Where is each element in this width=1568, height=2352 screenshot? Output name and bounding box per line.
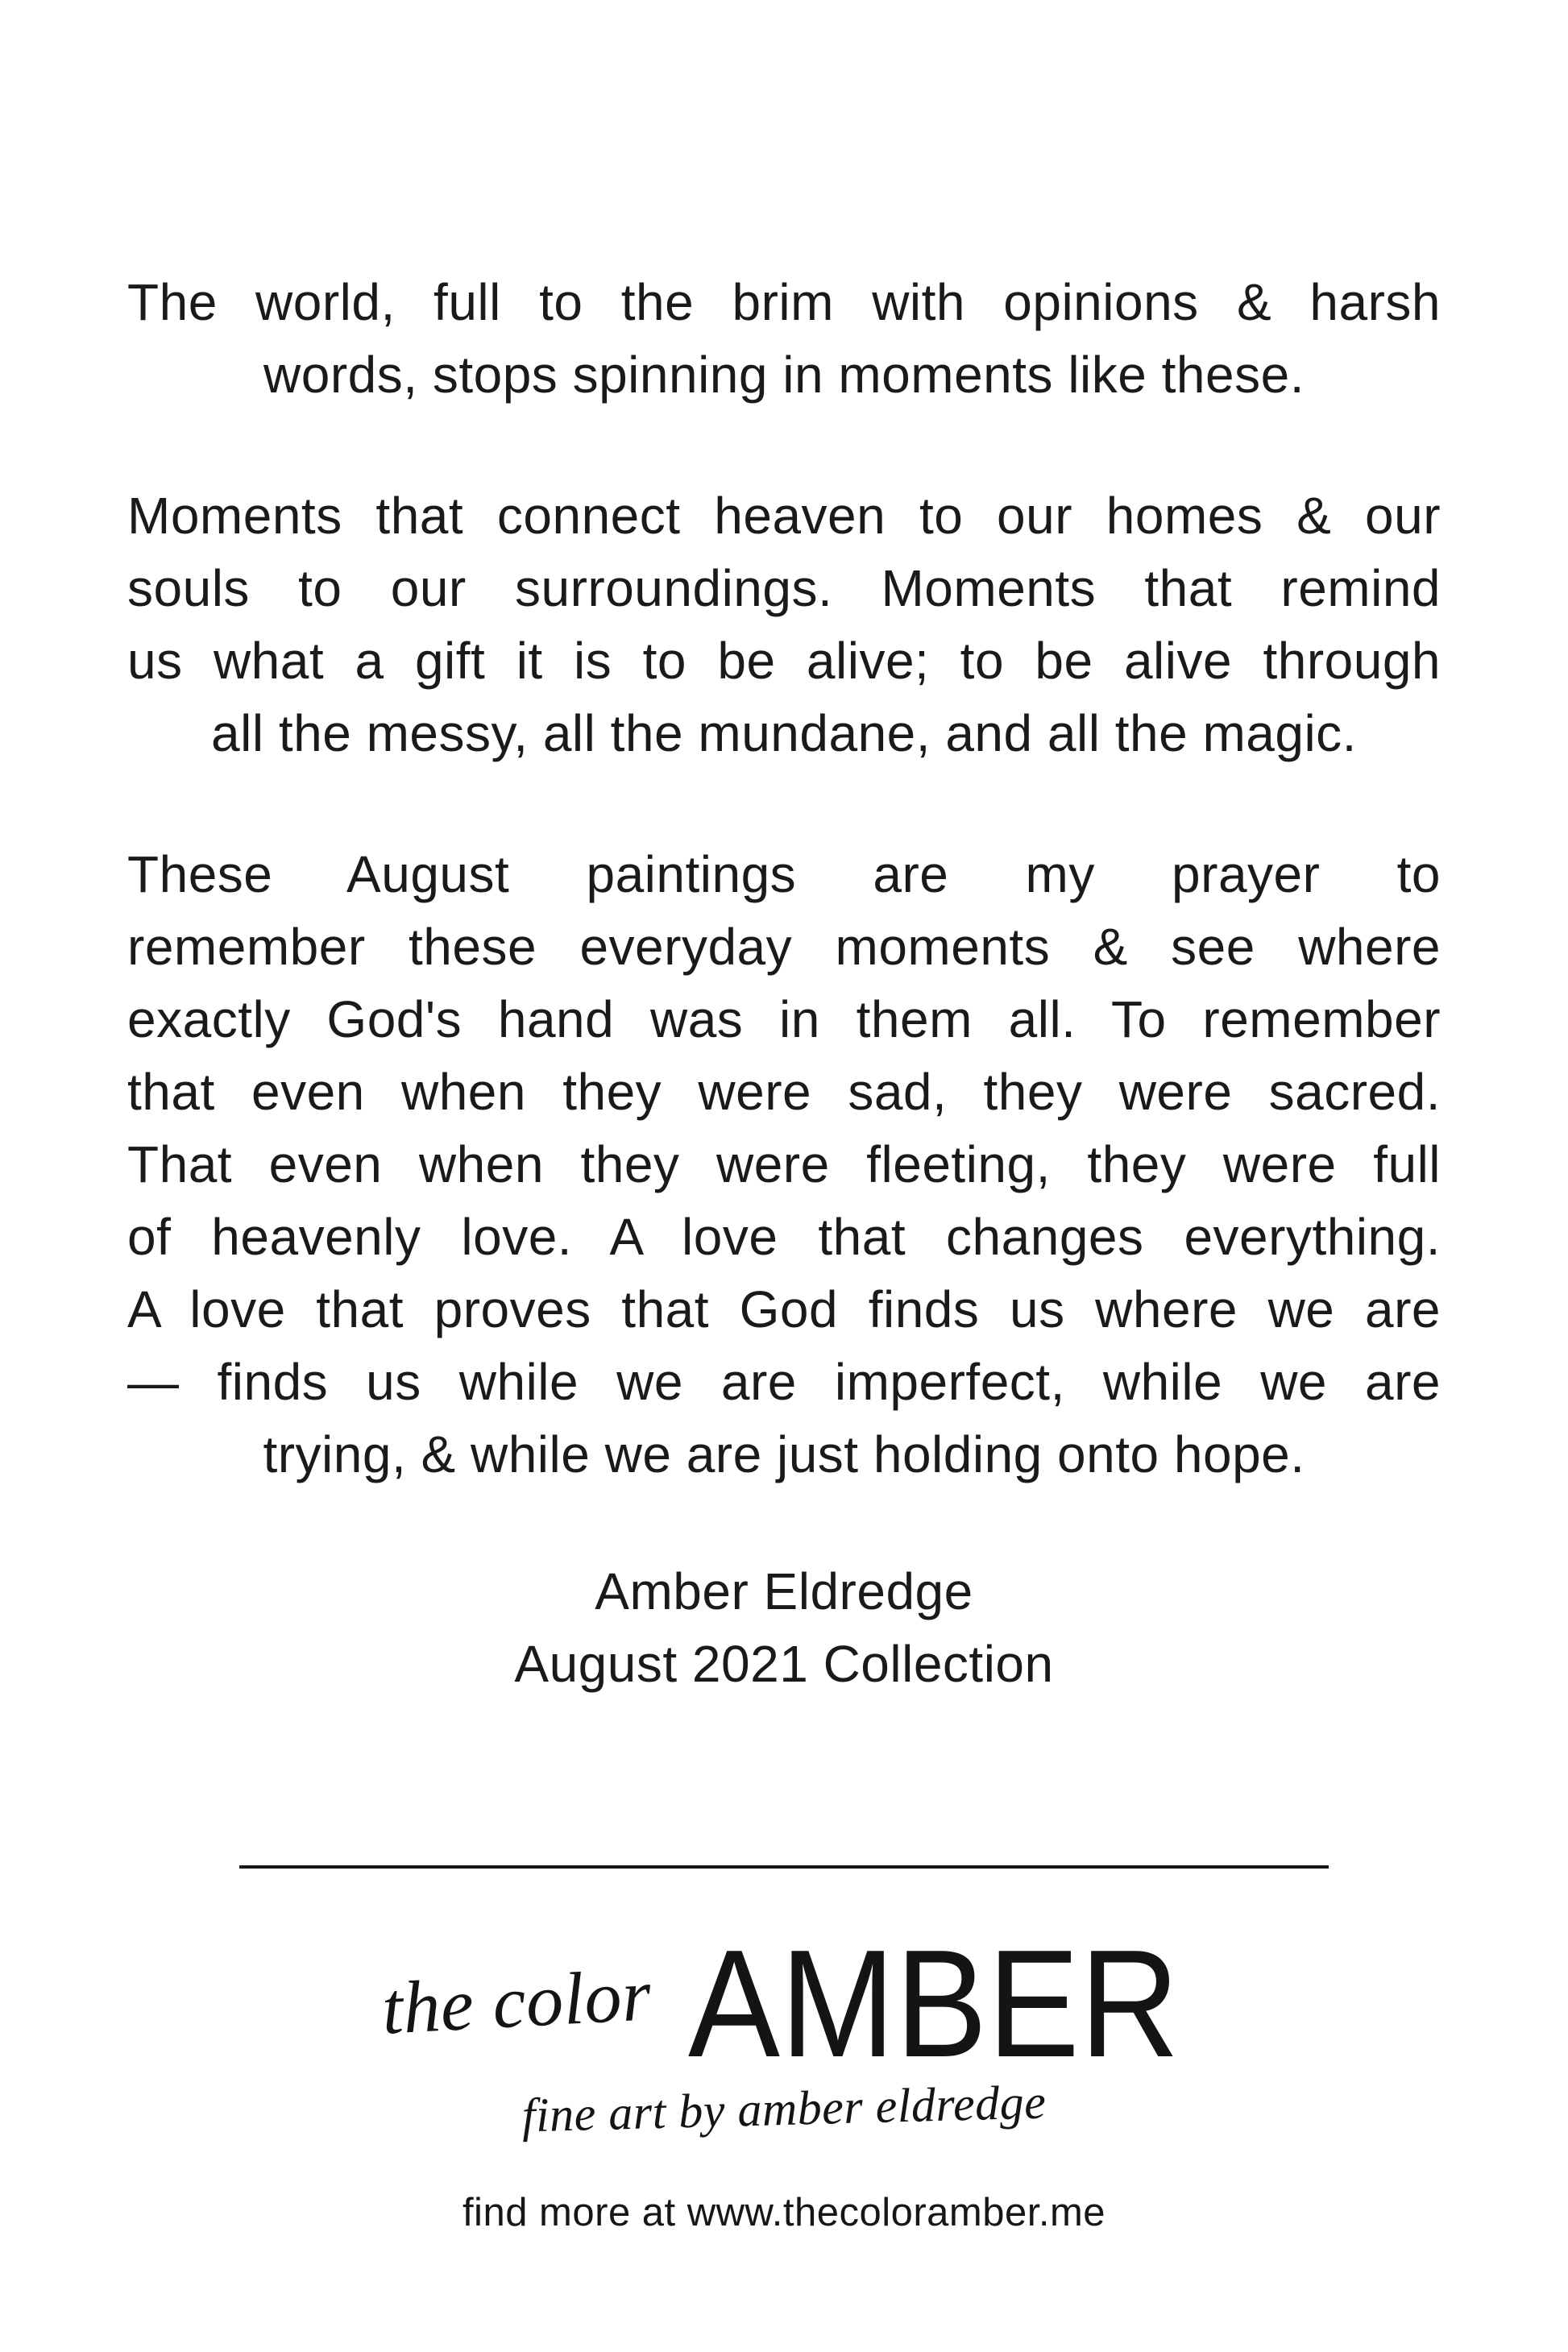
statement-line: exactly God's hand was in them all. To remember xyxy=(127,990,1441,1048)
brand-wordmark xyxy=(127,1937,1441,2066)
attribution xyxy=(127,1555,1441,1700)
collection-title: August 2021 Collection xyxy=(514,1635,1054,1693)
statement-line: These August paintings are my prayer to xyxy=(127,845,1441,903)
statement-line: souls to our surroundings. Moments that remind xyxy=(127,559,1441,617)
statement-line: of heavenly love. A love that changes everything. xyxy=(127,1208,1441,1266)
divider-line xyxy=(239,1865,1329,1869)
paragraph-moments xyxy=(127,479,1441,769)
statement-line: all the messy, all the mundane, and all the magic. xyxy=(211,704,1357,762)
statement-line: A love that proves that God finds us where we are xyxy=(127,1280,1441,1338)
logo-tagline: fine art by amber eldredge xyxy=(521,2075,1047,2143)
paragraph-intro xyxy=(127,266,1441,411)
statement-line: The world, full to the brim with opinions & harsh xyxy=(127,273,1441,331)
logo-prefix-text: the color xyxy=(380,1953,653,2050)
paragraph-prayer xyxy=(127,838,1441,1491)
statement-line: — finds us while we are imperfect, while we are xyxy=(127,1353,1441,1411)
brand-logo xyxy=(127,1937,1441,2143)
statement-line: That even when they were fleeting, they were full xyxy=(127,1135,1441,1193)
statement-line: that even when they were sad, they were sacred. xyxy=(127,1063,1441,1121)
statement-line: words, stops spinning in moments like these. xyxy=(263,346,1305,404)
logo-name-wordmark xyxy=(687,1937,1186,2066)
footer-url: find more at www.thecoloramber.me xyxy=(462,2191,1106,2234)
logo-name-text: AMBER xyxy=(688,1937,1180,2066)
artist-statement-page xyxy=(127,0,1441,2239)
statement-line: remember these everyday moments & see where xyxy=(127,918,1441,976)
artist-name: Amber Eldredge xyxy=(595,1562,973,1620)
statement-line: Moments that connect heaven to our homes & our xyxy=(127,487,1441,545)
statement-line: us what a gift it is to be alive; to be alive through xyxy=(127,632,1441,690)
statement-line: trying, & while we are just holding onto hope. xyxy=(263,1425,1305,1483)
